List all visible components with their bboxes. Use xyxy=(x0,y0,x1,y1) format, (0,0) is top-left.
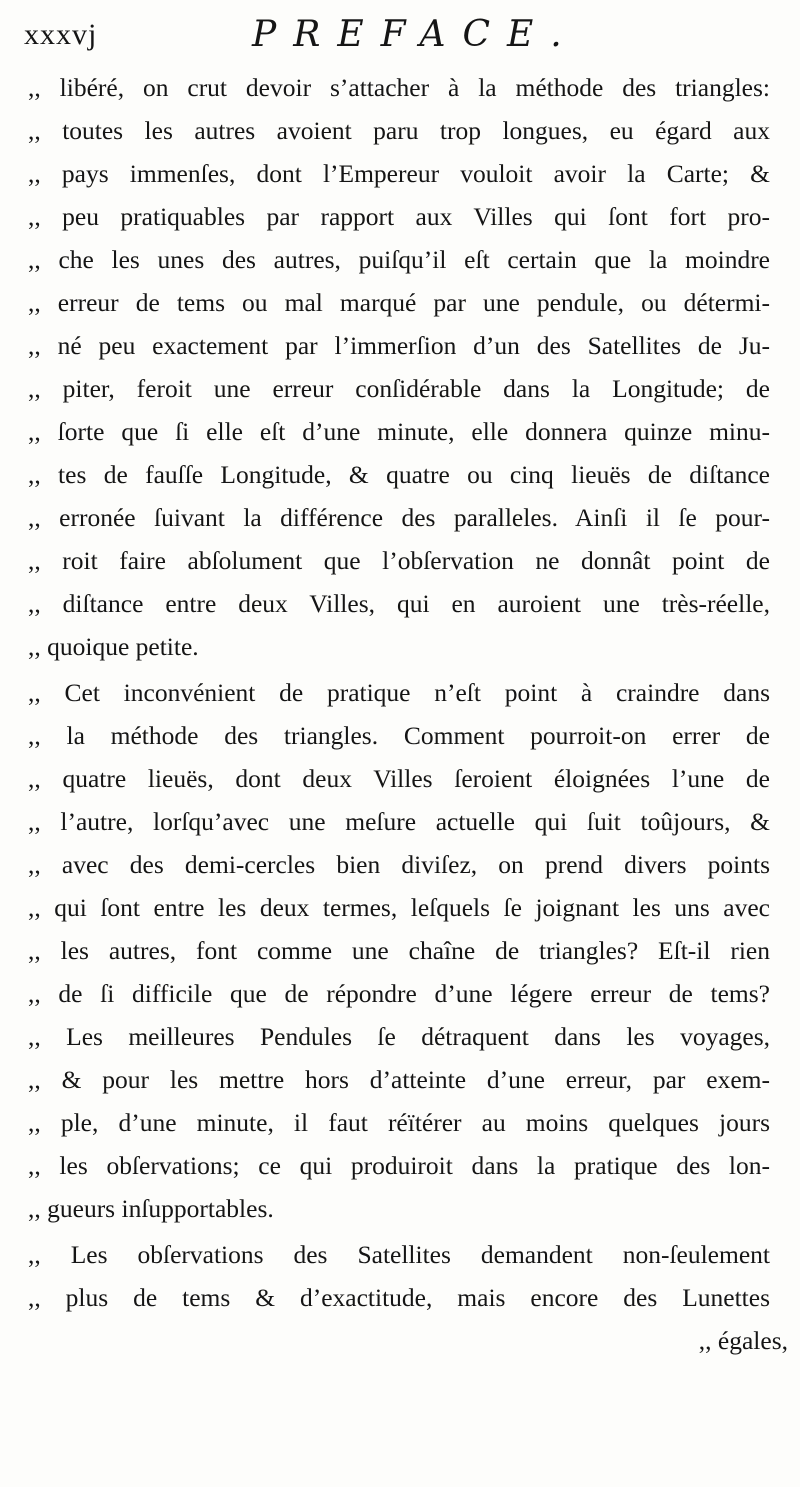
text-line: ,, peu pratiquables par rapport aux Villes qui ſont fort pro- xyxy=(28,202,770,231)
text-line: ,, Cet inconvénient de pratique n’eſt point à craindre dans xyxy=(28,678,770,707)
text-line: ,, ple, d’une minute, il faut réïtérer au moins quelques jours xyxy=(28,1108,770,1137)
text-line: ,, quoique petite. xyxy=(28,632,199,661)
text-line: ,, gueurs inſupportables. xyxy=(28,1194,274,1223)
text-line: ,, tes de fauſſe Longitude, & quatre ou cinq lieuës de diſtance xyxy=(28,460,770,489)
text-line: ,, libéré, on crut devoir s’attacher à la méthode des triangles: xyxy=(28,73,770,102)
catchword: ,, égales, xyxy=(698,1326,788,1355)
text-line: ,, de ſi difficile que de répondre d’une légere erreur de tems? xyxy=(28,979,770,1008)
text-line: ,, erronée ſuivant la différence des paralleles. Ainſi il ſe pour- xyxy=(28,503,770,532)
text-line: ,, quatre lieuës, dont deux Villes ſeroient éloignées l’une de xyxy=(28,764,770,793)
text-line: ,, che les unes des autres, puiſqu’il eſt certain que la moindre xyxy=(28,245,770,274)
text-line: ,, ſorte que ſi elle eſt d’une minute, elle donnera quinze minu- xyxy=(28,417,770,446)
page-header xyxy=(24,12,780,64)
text-line: ,, pays immenſes, dont l’Empereur vouloit avoir la Carte; & xyxy=(28,159,770,188)
text-body xyxy=(28,66,800,1362)
text-line: ,, la méthode des triangles. Comment pourroit-on errer de xyxy=(28,721,770,750)
text-line: ,, l’autre, lorſqu’avec une meſure actuelle qui ſuit toûjours, & xyxy=(28,807,770,836)
running-title: PREFACE. xyxy=(252,14,579,55)
page-number: xxxvj xyxy=(24,18,98,51)
text-line: ,, Les obſervations des Satellites demandent non-ſeulement xyxy=(28,1240,770,1269)
text-line: ,, les obſervations; ce qui produiroit dans la pratique des lon- xyxy=(28,1151,770,1180)
text-line: ,, piter, feroit une erreur conſidérable dans la Longitude; de xyxy=(28,374,770,403)
text-line: ,, toutes les autres avoient paru trop longues, eu égard aux xyxy=(28,116,770,145)
text-line: ,, Les meilleures Pendules ſe détraquent dans les voyages, xyxy=(28,1022,770,1051)
text-line: ,, diſtance entre deux Villes, qui en auroient une très-réelle, xyxy=(28,589,770,618)
text-line: ,, les autres, font comme une chaîne de triangles? Eſt-il rien xyxy=(28,936,770,965)
text-line: ,, erreur de tems ou mal marqué par une pendule, ou détermi- xyxy=(28,288,770,317)
text-line: ,, né peu exactement par l’immerſion d’un des Satellites de Ju- xyxy=(28,331,770,360)
text-line: ,, roit faire abſolument que l’obſervation ne donnât point de xyxy=(28,546,770,575)
text-line: ,, & pour les mettre hors d’atteinte d’une erreur, par exem- xyxy=(28,1065,770,1094)
text-line: ,, plus de tems & d’exactitude, mais encore des Lunettes xyxy=(28,1283,770,1312)
text-line: ,, qui ſont entre les deux termes, leſquels ſe joignant les uns avec xyxy=(28,893,770,922)
text-line: ,, avec des demi-cercles bien diviſez, on prend divers points xyxy=(28,850,770,879)
